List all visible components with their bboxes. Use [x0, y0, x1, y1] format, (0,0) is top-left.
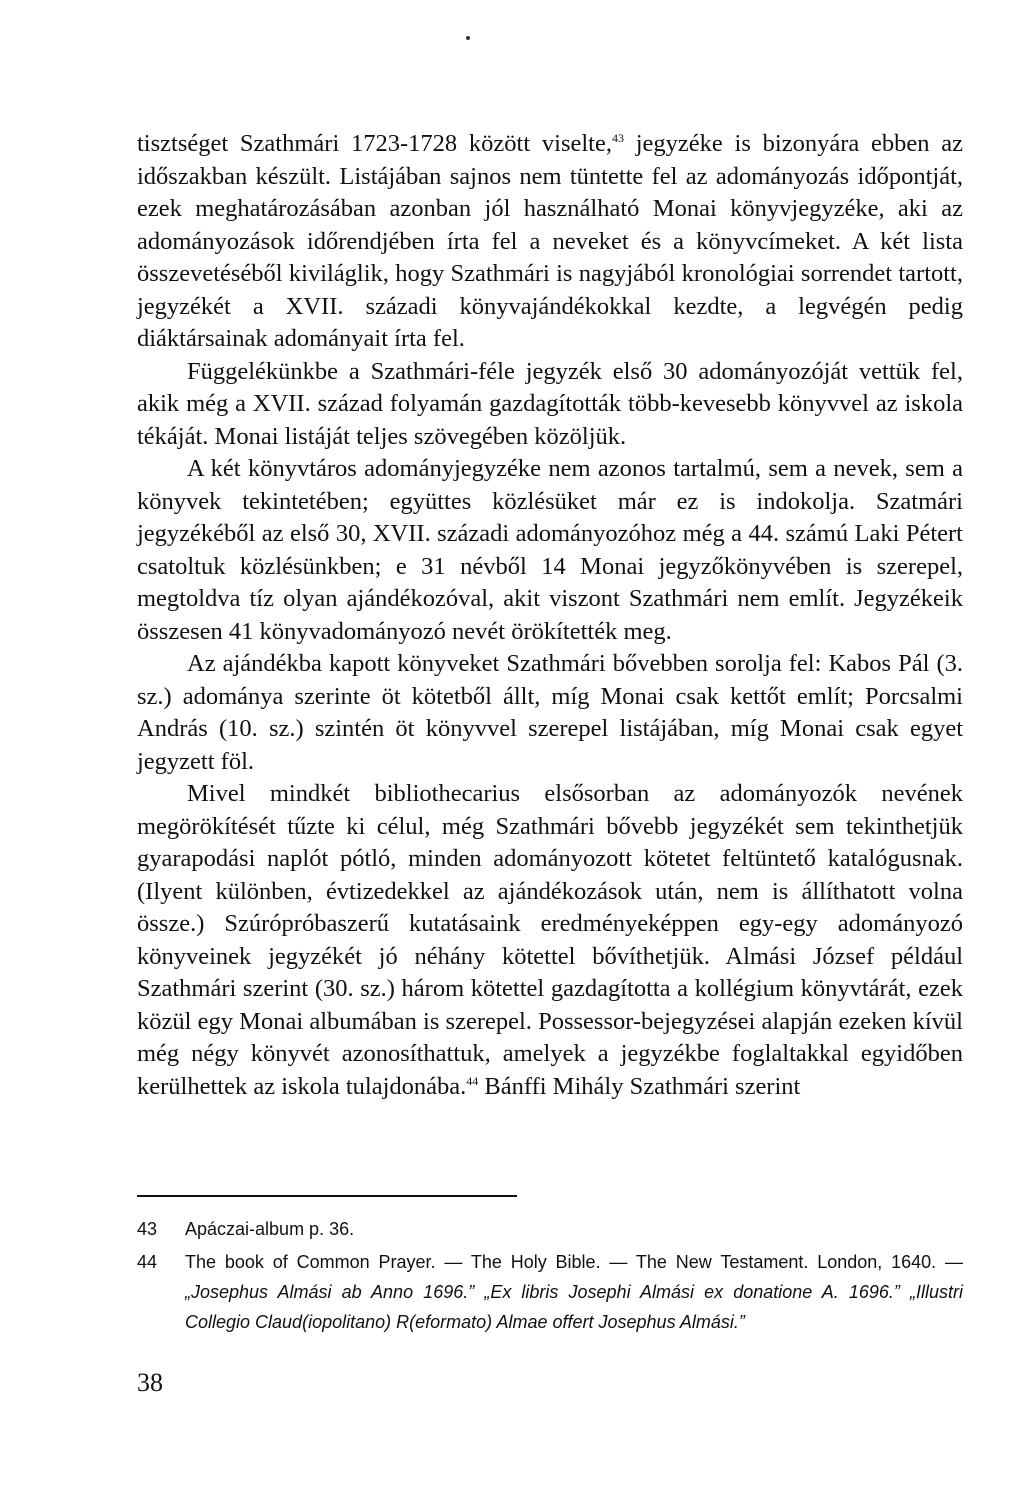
- paragraph-text: tisztséget Szathmári 1723-1728 között viselte,: [137, 130, 612, 157]
- paragraph-2: Függelékünkbe a Szathmári-féle jegyzék első 30 adományozóját vettük fel, akik még a XVII. század folyamán gazdagították több-kevesebb könyvvel az iskola tékáját. Monai listáját teljes szövegében közöljük.: [137, 357, 963, 450]
- paragraph-1: [137, 128, 963, 356]
- footnotes: [137, 1214, 963, 1340]
- footnote-44: [137, 1247, 963, 1337]
- footnote-separator-space: [900, 1282, 910, 1302]
- paragraph-text: jegyzéke is bizonyára ebben az időszakban készült. Listájában sajnos nem tüntette fel az adományozás időpontját, ezek meghatározásában azonban jól használható Monai könyvjegyzéke, aki az adományozások időrendjében írta fel a neveket és a könyvcímeket. A két lista összevetéséből kiviláglik, hogy Szathmári is nagyjából kronológiai sorrendet tartott, jegyzékét a XVII. századi könyvajándékokkal kezdte, a legvégén pedig diáktársainak adományait írta fel.: [137, 130, 963, 352]
- footnote-ref-43[interactable]: 43: [612, 130, 624, 145]
- paragraph-3: A két könyvtáros adományjegyzéke nem azonos tartalmú, sem a nevek, sem a könyvek tekintetében; együttes közlésüket már ez is indokolja. Szatmári jegyzékéből az első 30, XVII. századi adományozóhoz még a 44. számú Laki Pétert csatoltuk közlésünkben; e 31 névből 14 Monai jegyzőkönyvében is szerepel, megtoldva tíz olyan ajándékozóval, akit viszont Szathmári nem említ. Jegyzékeik összesen 41 könyvadományozó nevét örökítették meg.: [137, 455, 963, 645]
- footnote-separator-space: [474, 1282, 484, 1302]
- footnote-quote: „Ex libris Josephi Almási ex donatione A. 1696.”: [484, 1282, 900, 1302]
- footnote-separator: [137, 1195, 517, 1197]
- page-number: 38: [137, 1368, 163, 1397]
- footnote-quote: „Josephus Almási ab Anno 1696.”: [185, 1282, 475, 1302]
- footnote-number: 43: [137, 1219, 158, 1239]
- footnote-quote: „Illustri Collegio Claud(iopolitano) R(eformato) Almae offert Josephus Almási.”: [185, 1282, 963, 1332]
- footnote-ref-44[interactable]: 44: [466, 1073, 479, 1088]
- paragraph-5: [137, 778, 963, 1103]
- footnote-text: The book of Common Prayer. — The Holy Bible. — The New Testament. London, 1640. —: [185, 1252, 963, 1272]
- main-text: [137, 128, 963, 1103]
- paragraph-text: Bánffi Mihály Szathmári szerint: [478, 1072, 801, 1100]
- footnote-number: 44: [137, 1252, 158, 1272]
- paragraph-4: Az ajándékba kapott könyveket Szathmári bővebben sorolja fel: Kabos Pál (3. sz.) adománya szerinte öt kötetből állt, míg Monai csak kettőt említ; Porcsalmi András (10. sz.) szintén öt könyvvel szerepel listájában, míg Monai csak egyet jegyzett föl.: [137, 650, 963, 775]
- footnote-43: [137, 1214, 963, 1244]
- paragraph-text: Mivel mindkét bibliothecarius elsősorban az adományozók nevének megörökítését tűzte ki célul, még Szathmári bővebb jegyzékét sem tekinthetjük gyarapodási naplót pótló, minden adományozott kötetet feltüntető katalógusnak. (Ilyent különben, évtizedekkel az ajándékozások után, nem is állíthatott volna össze.) Szúrópróbaszerű kutatásaink eredményeképpen egy-egy adományozó könyveinek jegyzékét jó néhány kötettel bővíthetjük. Almási József például Szathmári szerint (30. sz.) három kötettel gazdagította a kollégium könyvtárát, ezek közül egy Monai albumában is szerepel. Possessor-bejegyzései alapján ezeken kívül még négy könyvét azonosíthattuk, amelyek a jegyzékbe foglaltakkal egyidőben kerülhettek az iskola tulajdonába.: [137, 780, 963, 1100]
- scan-speck: [466, 36, 470, 40]
- footnote-text: Apáczai-album p. 36.: [185, 1219, 355, 1239]
